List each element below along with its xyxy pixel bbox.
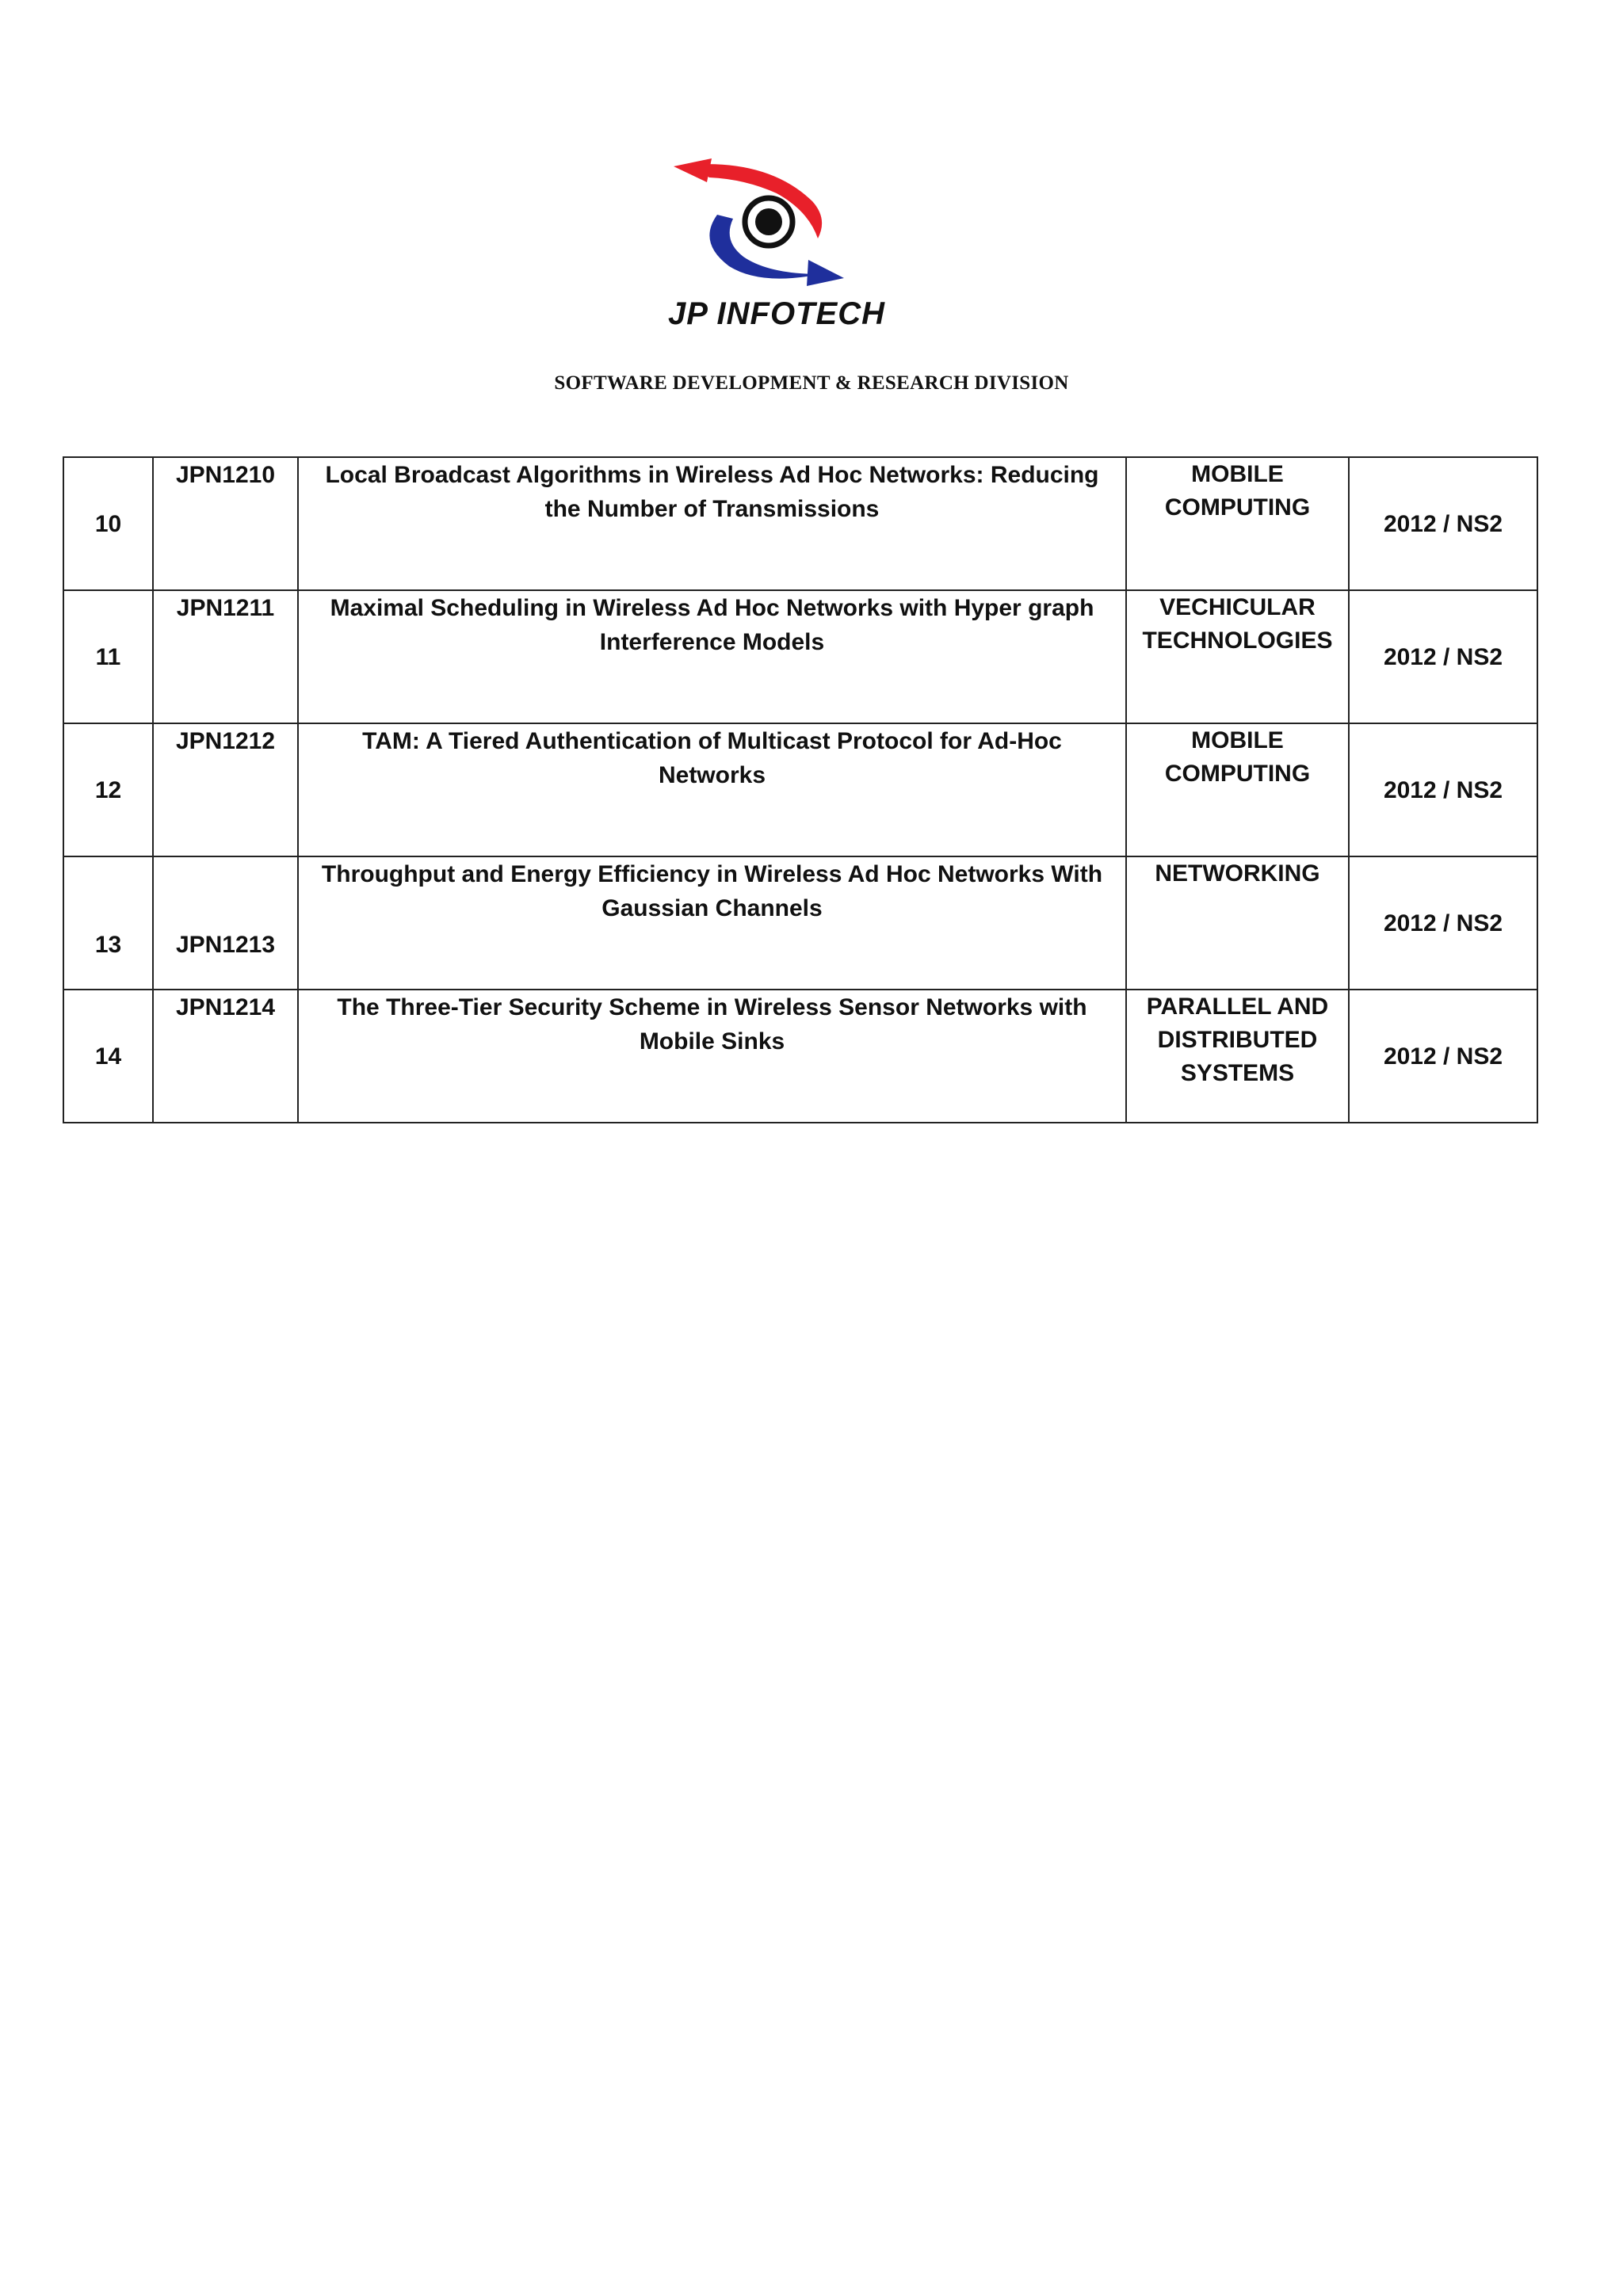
table-row [63,856,1537,990]
table-row [63,723,1537,856]
project-title: Maximal Scheduling in Wireless Ad Hoc Networks with Hyper graph Interference Models [298,590,1126,723]
project-code: JPN1213 [153,856,298,990]
project-year: 2012 / NS2 [1349,856,1537,990]
project-title: The Three-Tier Security Scheme in Wireless Sensor Networks with Mobile Sinks [298,990,1126,1123]
project-title: TAM: A Tiered Authentication of Multicast Protocol for Ad-Hoc Networks [298,723,1126,856]
svg-text:JP INFOTECH: JP INFOTECH [668,296,885,331]
project-year: 2012 / NS2 [1349,723,1537,856]
row-number: 13 [63,856,153,990]
division-title: SOFTWARE DEVELOPMENT & RESEARCH DIVISION [554,372,1069,394]
project-code: JPN1212 [153,723,298,856]
project-year: 2012 / NS2 [1349,990,1537,1123]
row-number: 14 [63,990,153,1123]
project-domain: NETWORKING [1126,856,1349,990]
project-code: JPN1210 [153,457,298,590]
table-row [63,457,1537,590]
table-row [63,990,1537,1123]
project-domain: MOBILE COMPUTING [1126,723,1349,856]
project-domain: PARALLEL AND DISTRIBUTED SYSTEMS [1126,990,1349,1123]
project-title: Local Broadcast Algorithms in Wireless Ad Hoc Networks: Reducing the Number of Transmissions [298,457,1126,590]
project-title: Throughput and Energy Efficiency in Wireless Ad Hoc Networks With Gaussian Channels [298,856,1126,990]
project-code: JPN1214 [153,990,298,1123]
project-domain: VECHICULAR TECHNOLOGIES [1126,590,1349,723]
row-number: 12 [63,723,153,856]
project-code: JPN1211 [153,590,298,723]
project-domain: MOBILE COMPUTING [1126,457,1349,590]
projects-table [63,456,1538,1123]
row-number: 10 [63,457,153,590]
row-number: 11 [63,590,153,723]
project-year: 2012 / NS2 [1349,457,1537,590]
company-logo [650,155,903,338]
project-year: 2012 / NS2 [1349,590,1537,723]
table-row [63,590,1537,723]
